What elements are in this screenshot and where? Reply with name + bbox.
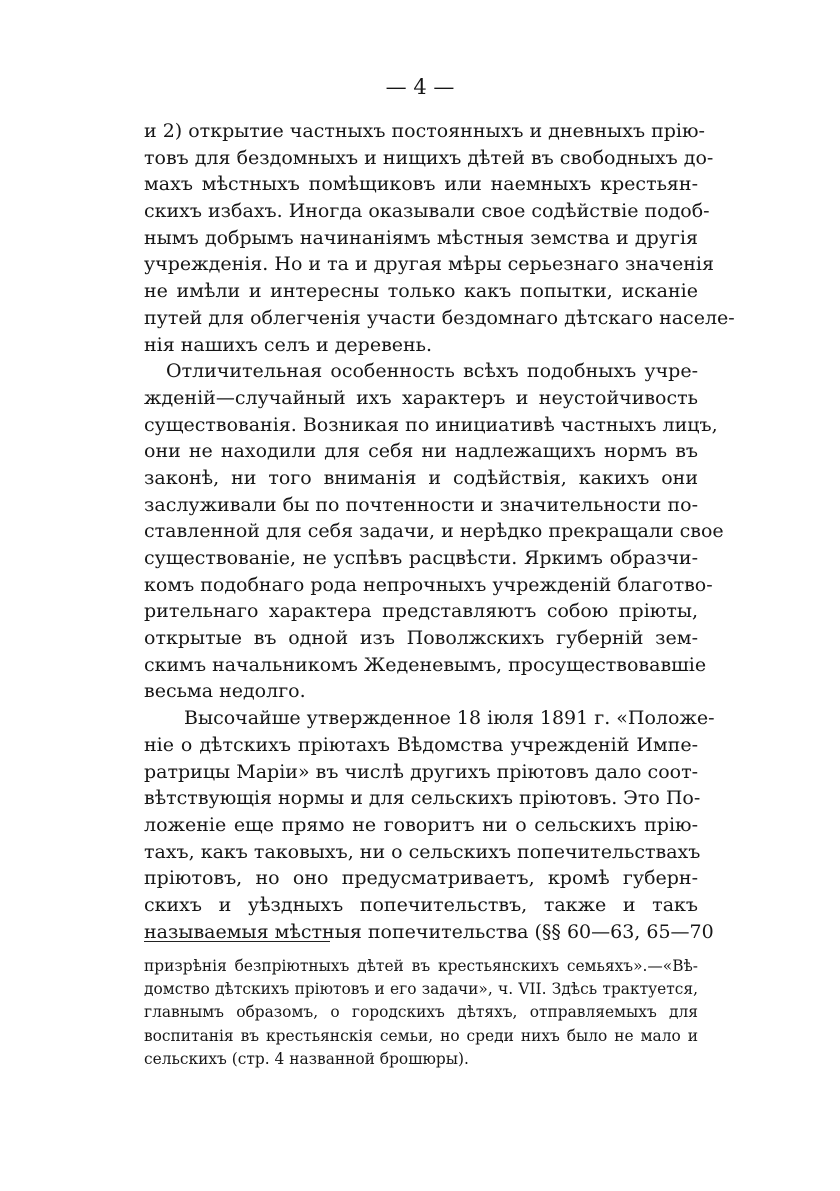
text-line: товъ для бездомныхъ и нищихъ дѣтей въ свободныхъ до- (144, 146, 714, 169)
text-line: жденiй—случайный ихъ характеръ и неустойчивость (144, 386, 698, 409)
text-line: прiютовъ, но оно предусматриваетъ, кромѣ губерн- (144, 867, 698, 890)
text-line: махъ мѣстныхъ помѣщиковъ или наемныхъ крестьян- (144, 173, 698, 196)
text-line: они не находили для себя ни надлежащихъ нормъ въ (144, 440, 698, 463)
footnote-line: домство дѣтскихъ прiютовъ и его задачи», ч. VII. Здѣсь трактуется, (144, 980, 698, 999)
text-line: тахъ, какъ таковыхъ, ни о сельскихъ попечительствахъ (144, 840, 701, 863)
text-line: Высочайше утвержденное 18 iюля 1891 г. «Положе- (184, 707, 715, 730)
text-line: не имѣли и интересны только какъ попытки, исканiе (144, 280, 698, 303)
text-line: комъ подобнаго рода непрочныхъ учрежденiй благотво- (144, 573, 713, 596)
text-line: путей для облегченiя участи бездомнаго дѣтскаго населе- (144, 306, 735, 329)
footnote-line: призрѣнiя безпрiютныхъ дѣтей въ крестьянскихъ семьяхъ».—«Вѣ- (144, 957, 698, 975)
text-line: нымъ добрымъ начинанiямъ мѣстныя земства и другiя (144, 226, 698, 249)
text-line: существованiя. Возникая по инициативѣ частныхъ лицъ, (144, 413, 718, 436)
text-line: нiе о дѣтскихъ прiютахъ Вѣдомства учрежденiй Импе- (144, 733, 698, 756)
footnote (144, 955, 698, 1071)
text-line: скимъ начальникомъ Жеденевымъ, просуществовавшiе (144, 653, 707, 676)
text-line: учрежденiя. Но и та и другая мѣры серьезнаго значенiя (144, 253, 714, 276)
footnote-line: главнымъ образомъ, о городскихъ дѣтяхъ, отправляемыхъ для (144, 1003, 698, 1022)
text-line: и 2) открытие частныхъ постоянныхъ и дневныхъ прiю- (144, 120, 705, 142)
text-line: скихъ избахъ. Иногда оказывали свое содѣйствiе подоб- (144, 200, 710, 223)
footnote-line: сельскихъ (стр. 4 названной брошюры). (144, 1049, 469, 1068)
text-line: заслуживали бы по почтенности и значительности по- (144, 493, 698, 516)
text-line: вѣтствующiя нормы и для сельскихъ прiютовъ. Это По- (144, 787, 701, 810)
text-line: скихъ и уѣздныхъ попечительствъ, также и такъ (144, 893, 698, 916)
text-line: законѣ, ни того вниманiя и содѣйствiя, какихъ они (144, 466, 698, 489)
text-line: ратрицы Марiи» въ числѣ другихъ прiютовъ дало соот- (144, 760, 698, 783)
text-line: ложенiе еще прямо не говоритъ ни о сельскихъ прiю- (144, 813, 698, 836)
text-line: существованiе, не успѣвъ расцвѣсти. Яркимъ образчи- (144, 547, 698, 569)
text-line: рительнаго характера представляютъ собою прiюты, (144, 600, 698, 623)
text-line: нiя нашихъ селъ и деревень. (144, 333, 433, 356)
footnote-divider (144, 941, 330, 942)
text-line: ставленной для себя задачи, и нерѣдко прекращали свое (144, 520, 724, 543)
text-line: Отличительная особенность всѣхъ подобныхъ учре- (166, 360, 698, 383)
footnote-line: воспитанiя въ крестьянскiя семьи, но среди нихъ было не мало и (144, 1026, 698, 1045)
main-text (144, 118, 735, 945)
text-line: весьма недолго. (144, 680, 306, 703)
text-line: называемыя мѣстныя попечительства (§§ 60—63, 65—70 (144, 920, 714, 943)
page-number: — 4 — (385, 75, 455, 99)
text-line: открытые въ одной изъ Поволжскихъ губернiй зем- (144, 627, 698, 650)
